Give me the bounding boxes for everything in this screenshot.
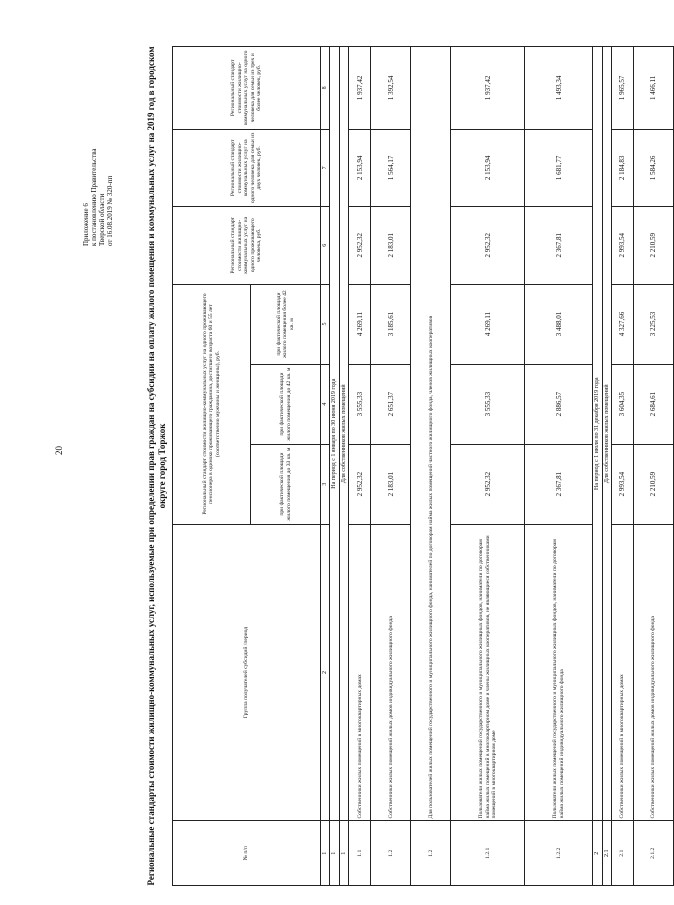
column-numbers-row (321, 47, 330, 886)
page-number: 20 (54, 446, 64, 455)
value-cell: 2 993,54 (612, 207, 634, 284)
header-three-family: Региональный стандарт стоимости жилищно-коммунальных услуг на одного человека для семьи из трех и более человек, руб. (173, 47, 321, 130)
row-num: 2 (593, 821, 602, 886)
document-title: Региональные стандарты стоимости жилищно-коммунальных услуг, используемые при определении прав граждан на субсидии на оплату жилого помещения и коммунальных услуг на 2019 год в городском округе город Торжок (146, 46, 167, 886)
colnum: 3 (321, 444, 330, 524)
value-cell: 2 952,32 (451, 444, 525, 524)
value-cell: 1 392,54 (371, 47, 411, 130)
appendix-line: Тверской области (98, 193, 106, 246)
value-cell: 1 681,77 (525, 129, 593, 206)
colnum: 4 (321, 364, 330, 444)
period-label: На период с 1 июля по 31 декабря 2019 года (593, 47, 602, 821)
row-group: Собственники жилых помещений в многоквартирных домах (349, 524, 371, 821)
value-cell: 2 367,81 (525, 444, 593, 524)
row-num: 1.2 (371, 821, 411, 886)
row-group: Собственники жилых помещений в многоквартирных домах (612, 524, 634, 821)
value-cell: 1 466,11 (634, 47, 674, 130)
table-row (634, 47, 674, 886)
value-cell: 3 225,53 (634, 284, 674, 364)
colnum: 7 (321, 129, 330, 206)
value-cell: 2 952,32 (451, 207, 525, 284)
owners-label: Для собственников жилых помещений (602, 47, 611, 821)
value-cell: 2 651,37 (371, 364, 411, 444)
appendix-line: от 16.08.2019 № 320-пп (106, 175, 114, 246)
value-cell: 4 269,11 (349, 284, 371, 364)
value-cell: 2 153,94 (349, 129, 371, 206)
value-cell: 1 584,26 (634, 129, 674, 206)
header-group: Группа получателей субсидий /период (173, 524, 321, 821)
table-row (411, 47, 451, 886)
value-cell: 1 564,17 (371, 129, 411, 206)
value-cell: 3 488,01 (525, 284, 593, 364)
owners-label: Для собственников жилых помещений (339, 47, 348, 821)
row-num: 1 (339, 821, 348, 886)
value-cell: 2 952,32 (349, 444, 371, 524)
value-cell: 2 153,94 (451, 129, 525, 206)
owners-row (602, 47, 611, 886)
row-num: 1 (330, 821, 339, 886)
row-num: 2.1.2 (634, 821, 674, 886)
value-cell: 2 367,81 (525, 207, 593, 284)
colnum: 5 (321, 284, 330, 364)
table-row (371, 47, 411, 886)
value-cell: 1 965,57 (612, 47, 634, 130)
value-cell: 2 184,83 (612, 129, 634, 206)
row-group: Пользователи жилых помещений государственного и муниципального жилищных фондов, наниматели по договорам найма жилых помещений в многоквартирном доме и члены жилищных кооперативов, не являющиеся собственниками помещений в многоквартирном доме (451, 524, 525, 821)
value-cell: 1 493,34 (525, 47, 593, 130)
value-cell: 4 327,66 (612, 284, 634, 364)
header-two-family: Региональный стандарт стоимости жилищно-коммунальных услуг на одного человека для семьи из двух человек, руб. (173, 129, 321, 206)
header-sub-42: при фактической площади жилого помещения до 42 кв. м (251, 364, 321, 444)
value-cell: 2 183,01 (371, 444, 411, 524)
value-cell: 2 210,59 (634, 207, 674, 284)
appendix-line: к постановлению Правительства (90, 148, 98, 246)
owners-row (339, 47, 348, 886)
colnum: 6 (321, 207, 330, 284)
row-num: 2.1 (602, 821, 611, 886)
value-cell: 2 684,61 (634, 364, 674, 444)
appendix-block (82, 46, 114, 246)
row-num: 1.1 (349, 821, 371, 886)
row-group: Собственники жилых помещений жилых домов индивидуального жилищного фонда (634, 524, 674, 821)
section-row (593, 47, 602, 886)
table-row (612, 47, 634, 886)
header-sub-more42: при фактической площади жилого помещения более 42 кв. м (251, 284, 321, 364)
section-row (330, 47, 339, 886)
row-group: Собственники жилых помещений жилых домов индивидуального жилищного фонда (371, 524, 411, 821)
table-row (349, 47, 371, 886)
value-cell: 3 555,33 (349, 364, 371, 444)
value-cell: 4 269,11 (451, 284, 525, 364)
value-cell: 3 555,33 (451, 364, 525, 444)
colnum: 8 (321, 47, 330, 130)
colnum: 1 (321, 821, 330, 886)
value-cell: 2 993,54 (612, 444, 634, 524)
value-cell: 2 210,59 (634, 444, 674, 524)
row-num: 2.1 (612, 821, 634, 886)
value-cell: 3 185,61 (371, 284, 411, 364)
row-num: 1.2.2 (525, 821, 593, 886)
row-num: 1.2 (411, 821, 451, 886)
table-row (525, 47, 593, 886)
period-label: На период с 1 января по 30 июня 2019 года (330, 47, 339, 821)
standards-table (172, 46, 674, 886)
value-cell: 2 952,32 (349, 207, 371, 284)
value-cell: 1 937,42 (349, 47, 371, 130)
section-label: Для пользователей жилых помещений государственного и муниципального жилищного фонда, нанимателей по договорам найма жилых помещений частного жилищного фонда, членов жилищных кооперативов (411, 47, 451, 821)
header-pensioner: Региональный стандарт стоимости жилищно-коммунальных услуг на одного проживающего пенсионера в одиноко проживающего гражданина, достигшего возраста 60 и 55 лет (соответственно мужчины и женщины), руб. (173, 284, 251, 524)
value-cell: 2 183,01 (371, 207, 411, 284)
appendix-line: Приложение 6 (82, 203, 90, 246)
header-sub-33: при фактической площади жилого помещения до 33 кв. м (251, 444, 321, 524)
value-cell: 1 937,42 (451, 47, 525, 130)
colnum: 2 (321, 524, 330, 821)
table-row (451, 47, 525, 886)
row-num: 1.2.1 (451, 821, 525, 886)
header-num: № п/п (173, 821, 321, 886)
header-one-person: Региональный стандарт стоимости жилищно-коммунальных услуг на одного проживающего человека, руб. (173, 207, 321, 284)
row-group: Пользователи жилых помещений государственного и муниципального жилищных фондов, наниматели по договорам найма жилых помещений индивидуального жилищного фонда (525, 524, 593, 821)
value-cell: 3 604,35 (612, 364, 634, 444)
value-cell: 2 886,57 (525, 364, 593, 444)
